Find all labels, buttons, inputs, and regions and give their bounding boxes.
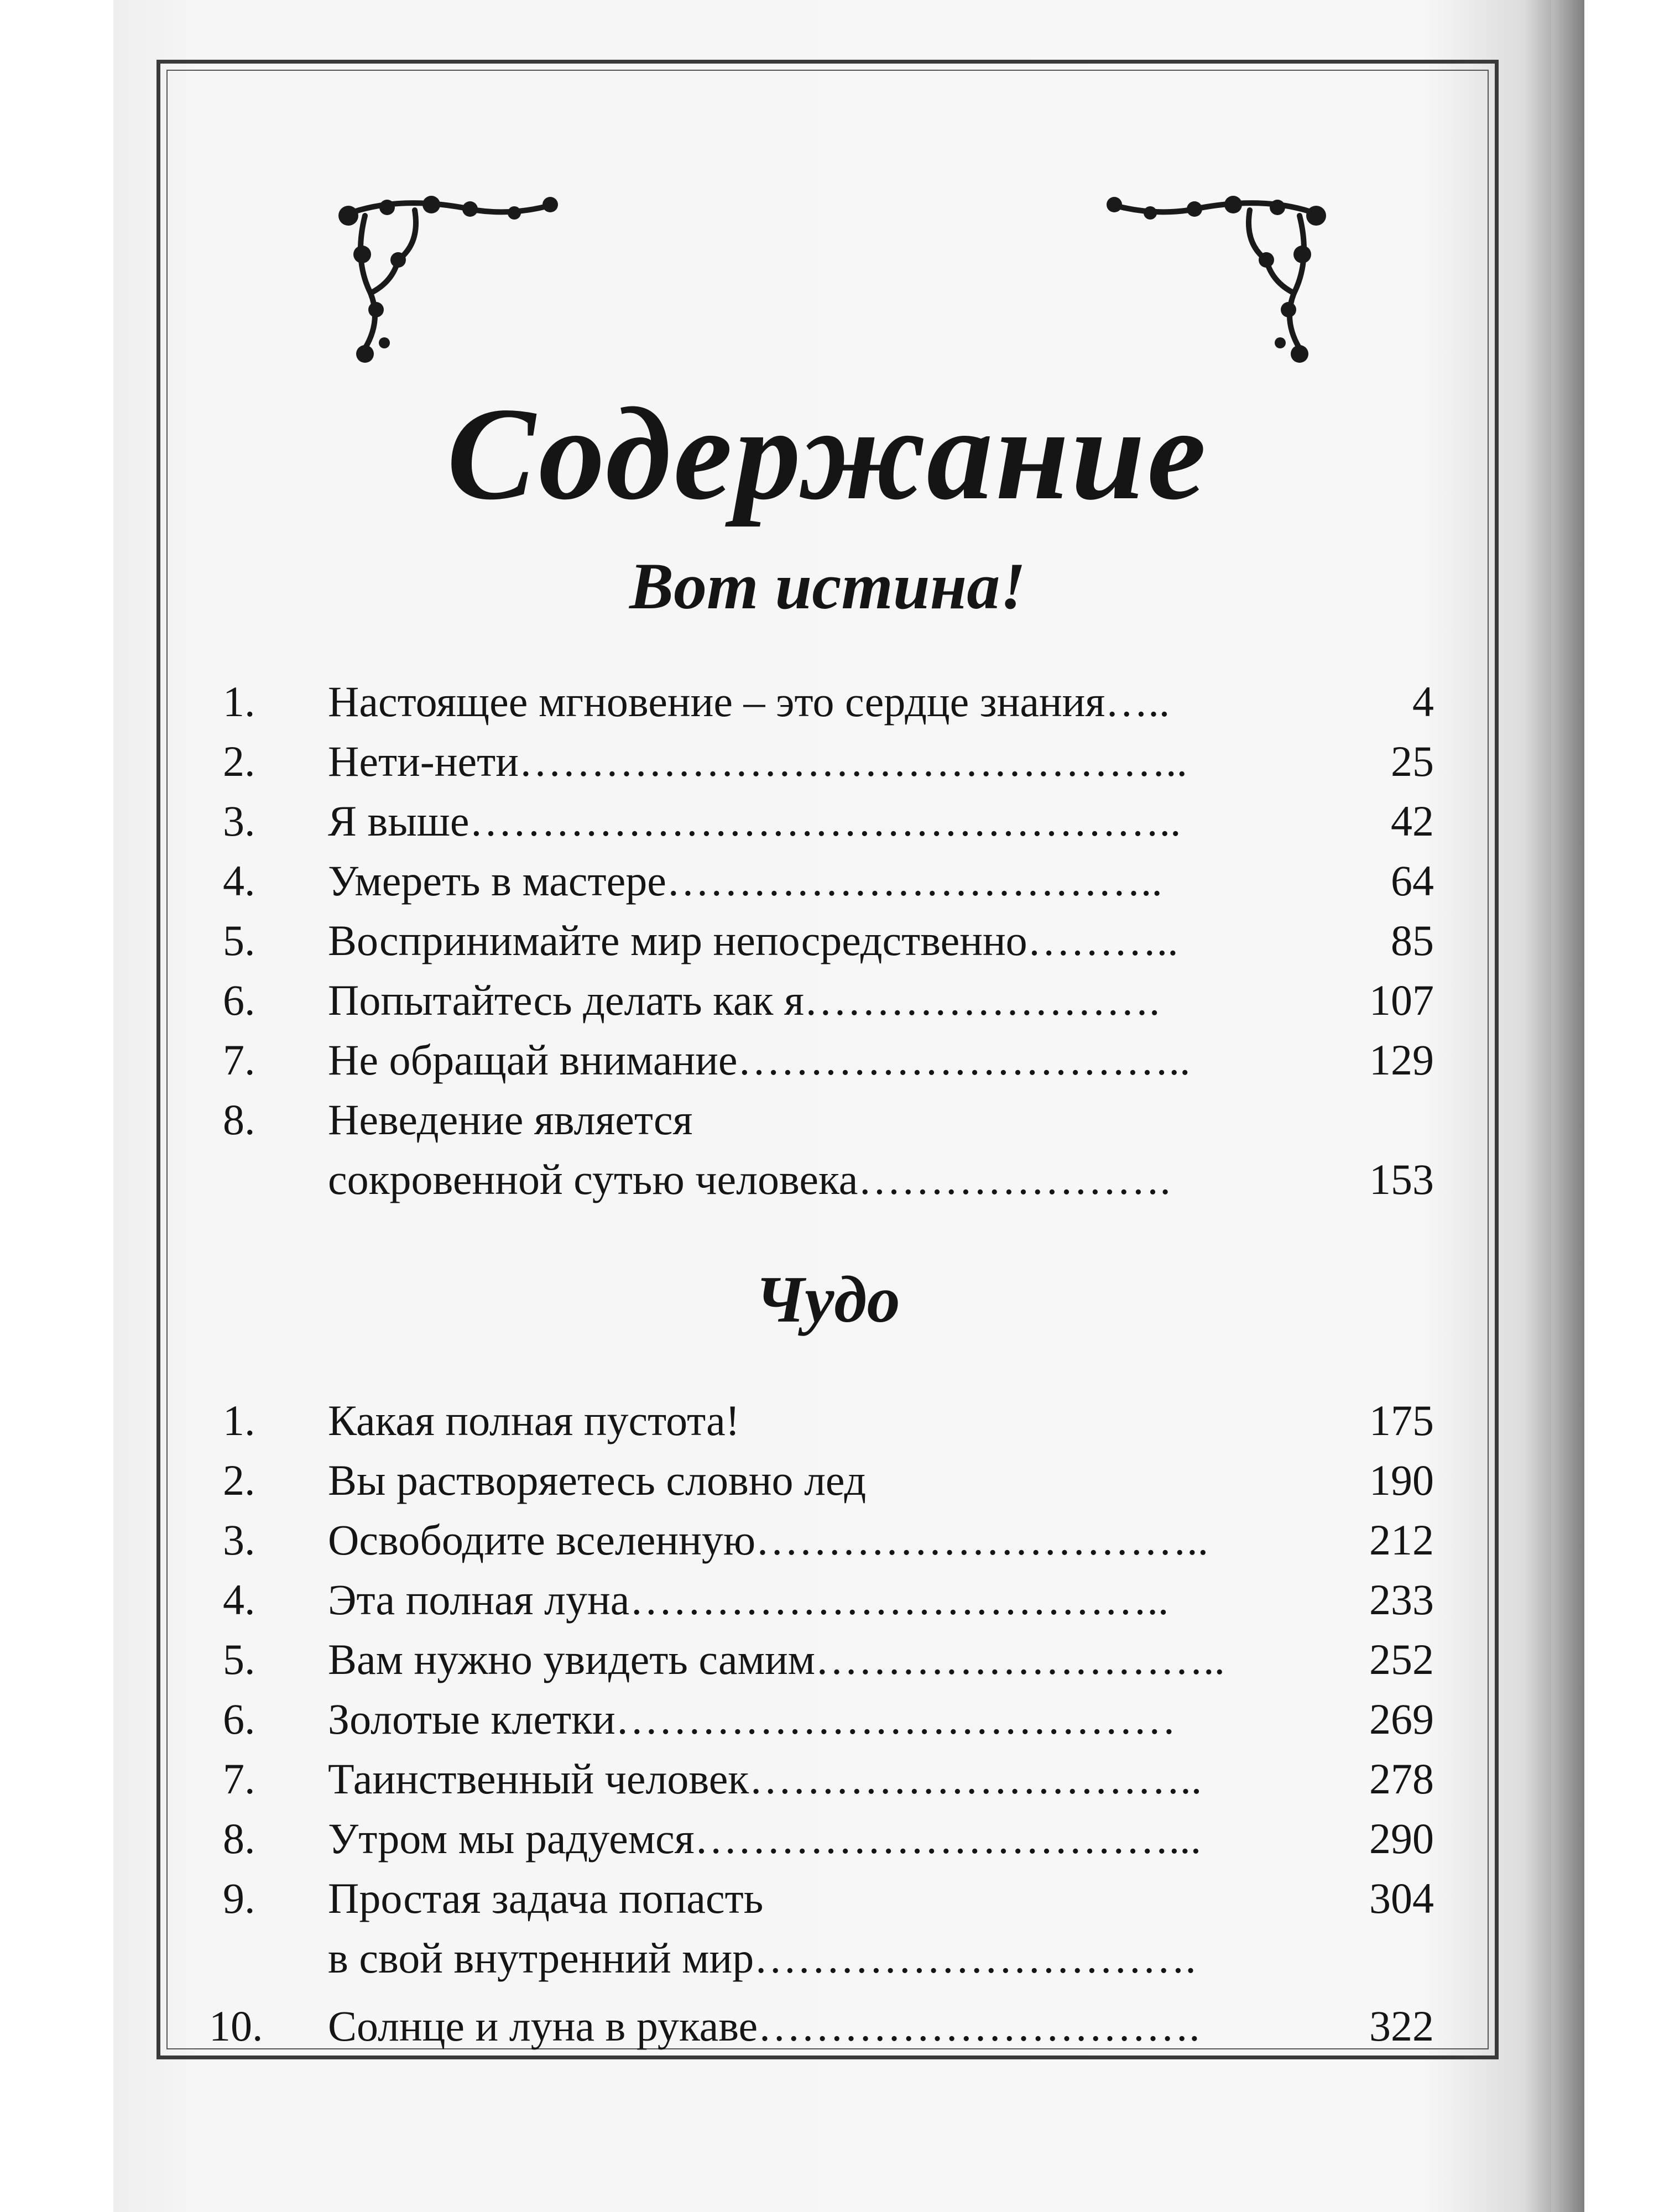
entry-title: Вы растворяетесь словно лед — [328, 1456, 867, 1504]
entry-page-number: 85 — [1391, 916, 1434, 964]
entry-number: 3. — [223, 797, 255, 845]
entry-page-number: 64 — [1391, 857, 1434, 905]
entry-page-number: 322 — [1369, 2002, 1434, 2050]
entry-number: 3. — [223, 1516, 255, 1564]
entry-page-number: 233 — [1369, 1575, 1434, 1624]
entry-number: 5. — [223, 916, 255, 964]
entry-number: 4. — [223, 857, 255, 905]
entry-page-number: 290 — [1369, 1814, 1434, 1863]
entry-number: 4. — [223, 1575, 255, 1624]
entry-page-number: 212 — [1369, 1516, 1434, 1564]
vine-ornament-right-icon — [1100, 182, 1333, 371]
entry-title: Я выше………………………………………….. — [328, 797, 1181, 845]
entry-title: Вам нужно увидеть самим……………………….. — [328, 1635, 1225, 1683]
entry-page-number: 129 — [1369, 1036, 1434, 1084]
entry-number: 7. — [223, 1036, 255, 1084]
entry-number: 5. — [223, 1635, 255, 1683]
entry-number: 9. — [223, 1874, 255, 1922]
entry-page-number: 269 — [1369, 1695, 1434, 1743]
entry-page-number: 25 — [1391, 737, 1434, 785]
entry-page-number: 175 — [1369, 1396, 1434, 1444]
page-title: Содержание — [447, 380, 1208, 527]
entry-number: 6. — [223, 976, 255, 1024]
entry-page-number: 42 — [1391, 797, 1434, 845]
entry-title: Освободите вселенную………………………….. — [328, 1516, 1209, 1564]
book-spine-shadow — [1551, 0, 1584, 2212]
entry-title: Умереть в мастере…………………………….. — [328, 857, 1162, 905]
entry-title: Солнце и луна в рукаве…………………………. — [328, 2002, 1200, 2050]
entry-title: Какая полная пустота! — [328, 1396, 740, 1444]
entry-title: Настоящее мгновение – это сердце знания….. — [328, 677, 1170, 726]
entry-page-number: 153 — [1369, 1155, 1434, 1203]
entry-title-line-2: сокровенной сутью человека…………………. — [328, 1155, 1171, 1203]
entry-title-line-2: в свой внутренний мир…………………………. — [328, 1934, 1196, 1982]
entry-title: Попытайтесь делать как я……………………. — [328, 976, 1160, 1024]
entry-title: Воспринимайте мир непосредственно……….. — [328, 916, 1178, 964]
entry-title: Нети-нети……………………………………….. — [328, 737, 1187, 785]
entry-number: 2. — [223, 737, 255, 785]
entry-number: 1. — [223, 677, 255, 726]
entry-title: Неведение является — [328, 1095, 693, 1144]
entry-number: 1. — [223, 1396, 255, 1444]
section-title: Вот истина! — [629, 549, 1026, 623]
entry-title: Утром мы радуемся……………………………... — [328, 1814, 1202, 1863]
entry-page-number: 4 — [1412, 677, 1434, 726]
entry-number: 2. — [223, 1456, 255, 1504]
entry-page-number: 304 — [1369, 1874, 1434, 1922]
entry-title: Не обращай внимание………………………….. — [328, 1036, 1191, 1084]
entry-title: Таинственный человек………………………….. — [328, 1755, 1202, 1803]
entry-page-number: 190 — [1369, 1456, 1434, 1504]
entry-number: 7. — [223, 1755, 255, 1803]
vine-ornament-left-icon — [332, 182, 564, 371]
entry-title: Простая задача попасть — [328, 1874, 764, 1922]
entry-number: 10. — [209, 2002, 263, 2050]
entry-number: 8. — [223, 1095, 255, 1144]
entry-page-number: 107 — [1369, 976, 1434, 1024]
entry-number: 6. — [223, 1695, 255, 1743]
section-title: Чудо — [755, 1262, 900, 1336]
entry-title: Золотые клетки………………………………… — [328, 1695, 1176, 1743]
entry-page-number: 278 — [1369, 1755, 1434, 1803]
entry-page-number: 252 — [1369, 1635, 1434, 1683]
entry-title: Эта полная луна……………………………….. — [328, 1575, 1169, 1624]
entry-number: 8. — [223, 1814, 255, 1863]
